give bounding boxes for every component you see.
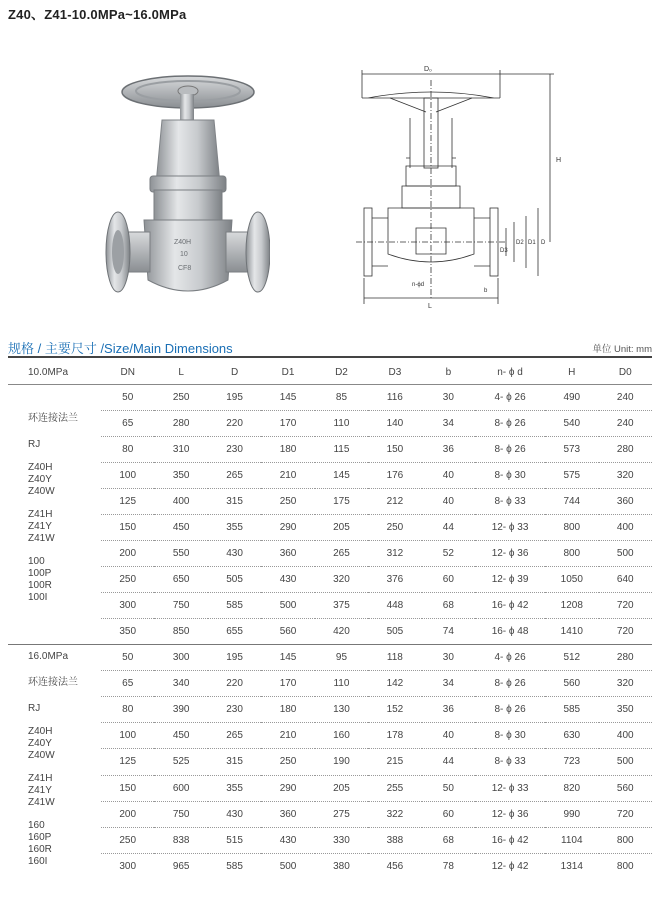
model-label-line: Z41H bbox=[28, 773, 53, 784]
table-cell: 8- ϕ 26 bbox=[475, 411, 545, 437]
table-cell: 430 bbox=[208, 801, 261, 827]
table-cell: 500 bbox=[599, 749, 653, 775]
table-cell: 400 bbox=[599, 515, 653, 541]
table-cell: 505 bbox=[386, 626, 404, 637]
table-row bbox=[8, 645, 652, 671]
model-label-block bbox=[28, 677, 101, 715]
table-row bbox=[8, 775, 652, 801]
model-label-line: Z41W bbox=[28, 533, 55, 544]
body-marking-pressure: 10 bbox=[180, 251, 188, 258]
table-cell: 320 bbox=[315, 567, 368, 593]
column-header: D bbox=[208, 360, 261, 385]
table-cell: 212 bbox=[368, 489, 421, 515]
table-cell: 125 bbox=[101, 749, 154, 775]
table-cell: 50 bbox=[422, 775, 475, 801]
table-cell: 50 bbox=[101, 645, 154, 671]
table-cell: 723 bbox=[545, 749, 598, 775]
table-cell: 16- ϕ 42 bbox=[475, 593, 545, 619]
model-label-line: Z40Y bbox=[28, 474, 52, 485]
label-d1: D1 bbox=[528, 240, 536, 246]
table-cell: 65 bbox=[101, 411, 154, 437]
table-cell: 430 bbox=[208, 541, 261, 567]
model-label-line: Z41W bbox=[28, 797, 55, 808]
table-cell: 170 bbox=[261, 411, 314, 437]
table-row bbox=[8, 853, 652, 879]
table-cell: 560 bbox=[279, 626, 297, 637]
table-cell: 16- ϕ 42 bbox=[475, 827, 545, 853]
table-cell: 210 bbox=[261, 463, 314, 489]
table-cell: 265 bbox=[208, 463, 261, 489]
table-cell: 1050 bbox=[545, 567, 598, 593]
table-cell: 215 bbox=[368, 749, 421, 775]
table-cell: 310 bbox=[154, 437, 207, 463]
table-row bbox=[8, 385, 652, 411]
label-d: D bbox=[541, 240, 546, 246]
table-cell: 195 bbox=[208, 645, 261, 671]
table-cell: 280 bbox=[154, 411, 207, 437]
table-cell: 800 bbox=[545, 515, 598, 541]
table-cell: 640 bbox=[599, 567, 653, 593]
table-cell: 600 bbox=[154, 775, 207, 801]
table-cell: 350 bbox=[119, 626, 137, 637]
table-cell: 176 bbox=[368, 463, 421, 489]
table-cell: 142 bbox=[368, 671, 421, 697]
table-cell: 1314 bbox=[560, 860, 583, 872]
table-cell: 355 bbox=[208, 775, 261, 801]
label-l: L bbox=[428, 303, 432, 310]
table-cell: 390 bbox=[154, 697, 207, 723]
model-label-block bbox=[28, 509, 101, 545]
table-cell: 78 bbox=[442, 860, 454, 872]
table-cell: 160 bbox=[315, 723, 368, 749]
table-cell: 585 bbox=[226, 860, 243, 872]
table-cell: 500 bbox=[599, 541, 653, 567]
table-cell: 720 bbox=[599, 593, 653, 619]
table-cell: 800 bbox=[545, 541, 598, 567]
model-label-block bbox=[28, 556, 101, 604]
table-cell: 300 bbox=[101, 593, 154, 619]
table-cell: 230 bbox=[208, 437, 261, 463]
label-b: b bbox=[484, 288, 488, 294]
table-cell: 448 bbox=[368, 593, 421, 619]
table-cell: 100 bbox=[101, 463, 154, 489]
table-cell: 290 bbox=[261, 515, 314, 541]
table-cell: 36 bbox=[422, 697, 475, 723]
table-cell: 430 bbox=[261, 567, 314, 593]
table-cell: 360 bbox=[261, 541, 314, 567]
unit-label: 单位 Unit: mm bbox=[592, 344, 652, 355]
table-cell: 152 bbox=[368, 697, 421, 723]
table-row bbox=[8, 567, 652, 593]
table-cell: 110 bbox=[315, 671, 368, 697]
model-label-line: Z40Y bbox=[28, 738, 52, 749]
table-cell: 16- ϕ 48 bbox=[491, 626, 529, 637]
table-row bbox=[8, 697, 652, 723]
model-label-block bbox=[28, 820, 101, 868]
table-cell: 4- ϕ 26 bbox=[475, 645, 545, 671]
table-cell: 200 bbox=[101, 541, 154, 567]
table-cell: 60 bbox=[422, 567, 475, 593]
table-cell: 110 bbox=[315, 411, 368, 437]
table-cell: 12- ϕ 33 bbox=[475, 775, 545, 801]
table-cell: 74 bbox=[442, 626, 454, 637]
table-cell: 560 bbox=[545, 671, 598, 697]
table-row bbox=[8, 463, 652, 489]
table-cell: 315 bbox=[208, 489, 261, 515]
table-cell: 150 bbox=[368, 437, 421, 463]
table-cell: 125 bbox=[101, 489, 154, 515]
table-cell: 180 bbox=[261, 697, 314, 723]
table-cell: 655 bbox=[226, 626, 243, 637]
table-cell: 300 bbox=[119, 860, 137, 872]
table-cell: 540 bbox=[545, 411, 598, 437]
table-cell: 34 bbox=[422, 671, 475, 697]
table-cell: 12- ϕ 39 bbox=[475, 567, 545, 593]
table-cell: 36 bbox=[422, 437, 475, 463]
table-top-rule bbox=[8, 356, 652, 358]
table-cell: 150 bbox=[101, 775, 154, 801]
section-header bbox=[8, 336, 652, 356]
model-label-line: RJ bbox=[28, 703, 41, 714]
model-label-line: Z40W bbox=[28, 750, 55, 761]
table-cell: 388 bbox=[368, 827, 421, 853]
table-cell: 560 bbox=[599, 775, 653, 801]
column-header: D2 bbox=[315, 360, 368, 385]
table-cell: 350 bbox=[154, 463, 207, 489]
table-cell: 265 bbox=[315, 541, 368, 567]
table-cell: 220 bbox=[208, 671, 261, 697]
table-cell: 280 bbox=[599, 645, 653, 671]
table-row bbox=[8, 411, 652, 437]
table-cell: 95 bbox=[315, 645, 368, 671]
table-cell: 50 bbox=[101, 385, 154, 411]
column-header: D0 bbox=[599, 360, 653, 385]
table-cell: 8- ϕ 26 bbox=[475, 437, 545, 463]
table-cell: 116 bbox=[368, 385, 421, 411]
table-row bbox=[8, 827, 652, 853]
model-label-cell bbox=[8, 645, 101, 880]
table-cell: 44 bbox=[422, 515, 475, 541]
table-cell: 145 bbox=[315, 463, 368, 489]
table-cell: 420 bbox=[333, 626, 350, 637]
table-cell: 210 bbox=[261, 723, 314, 749]
table-cell: 40 bbox=[422, 723, 475, 749]
table-row bbox=[8, 801, 652, 827]
table-cell: 630 bbox=[545, 723, 598, 749]
table-cell: 550 bbox=[154, 541, 207, 567]
model-label-block bbox=[28, 462, 101, 498]
table-cell: 80 bbox=[101, 697, 154, 723]
model-label-line: 160R bbox=[28, 844, 52, 855]
table-cell: 265 bbox=[208, 723, 261, 749]
label-h: H bbox=[556, 157, 562, 164]
model-label-line: Z41Y bbox=[28, 521, 52, 532]
table-cell: 525 bbox=[154, 749, 207, 775]
table-cell: 585 bbox=[545, 697, 598, 723]
table-cell: 80 bbox=[101, 437, 154, 463]
table-cell: 65 bbox=[101, 671, 154, 697]
table-row bbox=[8, 515, 652, 541]
table-cell: 320 bbox=[599, 463, 653, 489]
table-cell: 275 bbox=[315, 801, 368, 827]
table-cell: 800 bbox=[616, 860, 634, 872]
table-cell: 100 bbox=[101, 723, 154, 749]
table-cell: 250 bbox=[101, 567, 154, 593]
table-cell: 573 bbox=[545, 437, 598, 463]
model-label-line: 160P bbox=[28, 832, 52, 843]
model-label-line: Z41H bbox=[28, 509, 53, 520]
column-header: n- ϕ d bbox=[475, 360, 545, 385]
label-d3: D3 bbox=[500, 248, 508, 254]
body-marking-material: CF8 bbox=[178, 265, 192, 272]
table-cell: 456 bbox=[386, 860, 404, 872]
table-cell: 1208 bbox=[545, 593, 598, 619]
model-label-line: RJ bbox=[28, 439, 41, 450]
table-cell: 118 bbox=[368, 645, 421, 671]
table-cell: 60 bbox=[422, 801, 475, 827]
table-header-row bbox=[8, 360, 652, 385]
table-row bbox=[8, 593, 652, 619]
model-label-line: 160I bbox=[28, 856, 48, 867]
table-cell: 575 bbox=[545, 463, 598, 489]
table-cell: 130 bbox=[315, 697, 368, 723]
model-label-cell bbox=[8, 385, 101, 645]
table-cell: 4- ϕ 26 bbox=[475, 385, 545, 411]
table-cell: 12- ϕ 42 bbox=[491, 860, 529, 872]
model-label-line: Z40H bbox=[28, 726, 53, 737]
dimensions-table bbox=[8, 360, 652, 879]
table-cell: 40 bbox=[422, 463, 475, 489]
gate-valve-photo bbox=[100, 72, 270, 312]
model-label-block bbox=[28, 773, 101, 809]
table-cell: 450 bbox=[154, 515, 207, 541]
model-label-line: 100I bbox=[28, 592, 48, 603]
table-cell: 145 bbox=[261, 385, 314, 411]
table-cell: 965 bbox=[172, 860, 190, 872]
table-cell: 8- ϕ 33 bbox=[475, 489, 545, 515]
table-cell: 250 bbox=[154, 385, 207, 411]
table-cell: 190 bbox=[315, 749, 368, 775]
table-cell: 500 bbox=[261, 593, 314, 619]
label-d0: D₀ bbox=[424, 66, 432, 73]
table-cell: 1104 bbox=[545, 827, 598, 853]
table-cell: 255 bbox=[368, 775, 421, 801]
table-cell: 175 bbox=[315, 489, 368, 515]
table-cell: 355 bbox=[208, 515, 261, 541]
table-cell: 205 bbox=[315, 775, 368, 801]
page-title: Z40、Z41-10.0MPa~16.0MPa bbox=[8, 7, 187, 22]
table-cell: 820 bbox=[545, 775, 598, 801]
model-label-line: 100 bbox=[28, 556, 45, 567]
table-cell: 512 bbox=[545, 645, 598, 671]
table-cell: 350 bbox=[599, 697, 653, 723]
table-cell: 8- ϕ 26 bbox=[475, 697, 545, 723]
table-cell: 12- ϕ 36 bbox=[475, 801, 545, 827]
model-label-line: Z40W bbox=[28, 486, 55, 497]
label-nd: n-ϕd bbox=[412, 282, 425, 288]
table-cell: 430 bbox=[261, 827, 314, 853]
model-label-line: 160 bbox=[28, 820, 45, 831]
table-cell: 200 bbox=[101, 801, 154, 827]
table-cell: 180 bbox=[261, 437, 314, 463]
table-row bbox=[8, 489, 652, 515]
table-cell: 500 bbox=[279, 860, 297, 872]
column-header: L bbox=[154, 360, 207, 385]
column-header: D1 bbox=[261, 360, 314, 385]
table-cell: 8- ϕ 33 bbox=[475, 749, 545, 775]
table-cell: 8- ϕ 26 bbox=[475, 671, 545, 697]
table-cell: 750 bbox=[154, 593, 207, 619]
model-label-line: 100P bbox=[28, 568, 52, 579]
table-cell: 1410 bbox=[560, 626, 583, 637]
table-cell: 650 bbox=[154, 567, 207, 593]
pressure-label: 16.0MPa bbox=[28, 651, 69, 662]
table-cell: 750 bbox=[154, 801, 207, 827]
table-cell: 400 bbox=[599, 723, 653, 749]
table-cell: 322 bbox=[368, 801, 421, 827]
table-cell: 340 bbox=[154, 671, 207, 697]
table-cell: 250 bbox=[368, 515, 421, 541]
column-header: H bbox=[545, 360, 598, 385]
table-cell: 515 bbox=[208, 827, 261, 853]
table-cell: 490 bbox=[545, 385, 598, 411]
table-cell: 30 bbox=[422, 385, 475, 411]
table-row bbox=[8, 541, 652, 567]
table-cell: 330 bbox=[315, 827, 368, 853]
table-row bbox=[8, 749, 652, 775]
table-cell: 376 bbox=[368, 567, 421, 593]
table-cell: 178 bbox=[368, 723, 421, 749]
table-cell: 12- ϕ 36 bbox=[475, 541, 545, 567]
table-cell: 320 bbox=[599, 671, 653, 697]
column-header: b bbox=[422, 360, 475, 385]
table-cell: 250 bbox=[261, 489, 314, 515]
table-cell: 205 bbox=[315, 515, 368, 541]
table-cell: 300 bbox=[154, 645, 207, 671]
table-row bbox=[8, 671, 652, 697]
table-cell: 8- ϕ 30 bbox=[475, 463, 545, 489]
table-cell: 360 bbox=[599, 489, 653, 515]
table-cell: 375 bbox=[315, 593, 368, 619]
table-cell: 850 bbox=[172, 626, 190, 637]
table-cell: 585 bbox=[208, 593, 261, 619]
column-header: D3 bbox=[368, 360, 421, 385]
table-cell: 150 bbox=[101, 515, 154, 541]
table-cell: 44 bbox=[422, 749, 475, 775]
table-row bbox=[8, 723, 652, 749]
table-cell: 30 bbox=[422, 645, 475, 671]
model-label-line: 环连接法兰 bbox=[28, 413, 78, 424]
valve-section-drawing bbox=[350, 58, 580, 320]
table-cell: 12- ϕ 33 bbox=[475, 515, 545, 541]
table-cell: 52 bbox=[422, 541, 475, 567]
table-cell: 8- ϕ 30 bbox=[475, 723, 545, 749]
table-cell: 720 bbox=[599, 801, 653, 827]
section-heading: 规格 / 主要尺寸 /Size/Main Dimensions bbox=[8, 341, 233, 356]
table-cell: 400 bbox=[154, 489, 207, 515]
label-d2: D2 bbox=[516, 240, 524, 246]
table-cell: 230 bbox=[208, 697, 261, 723]
table-cell: 34 bbox=[422, 411, 475, 437]
table-cell: 315 bbox=[208, 749, 261, 775]
model-label-line: 100R bbox=[28, 580, 52, 591]
table-cell: 145 bbox=[261, 645, 314, 671]
table-cell: 85 bbox=[315, 385, 368, 411]
table-cell: 250 bbox=[261, 749, 314, 775]
table-cell: 280 bbox=[599, 437, 653, 463]
table-cell: 250 bbox=[101, 827, 154, 853]
table-cell: 380 bbox=[333, 860, 350, 872]
table-row bbox=[8, 437, 652, 463]
table-cell: 115 bbox=[315, 437, 368, 463]
table-cell: 312 bbox=[368, 541, 421, 567]
table-cell: 990 bbox=[545, 801, 598, 827]
model-label-block bbox=[28, 413, 101, 451]
model-label-line: 环连接法兰 bbox=[28, 677, 78, 688]
table-cell: 240 bbox=[599, 385, 653, 411]
table-row bbox=[8, 619, 652, 645]
table-cell: 140 bbox=[368, 411, 421, 437]
table-cell: 68 bbox=[422, 827, 475, 853]
column-header: 10.0MPa bbox=[8, 360, 101, 385]
table-cell: 195 bbox=[208, 385, 261, 411]
table-cell: 720 bbox=[616, 626, 634, 637]
table-cell: 360 bbox=[261, 801, 314, 827]
model-label-block bbox=[28, 726, 101, 762]
column-header: DN bbox=[101, 360, 154, 385]
table-cell: 68 bbox=[422, 593, 475, 619]
table-cell: 220 bbox=[208, 411, 261, 437]
table-cell: 838 bbox=[154, 827, 207, 853]
table-cell: 450 bbox=[154, 723, 207, 749]
model-label-line: Z40H bbox=[28, 462, 53, 473]
body-marking-model: Z40H bbox=[174, 239, 192, 246]
table-cell: 240 bbox=[599, 411, 653, 437]
table-cell: 505 bbox=[208, 567, 261, 593]
table-cell: 800 bbox=[599, 827, 653, 853]
table-cell: 170 bbox=[261, 671, 314, 697]
table-cell: 744 bbox=[545, 489, 598, 515]
table-cell: 290 bbox=[261, 775, 314, 801]
model-label-line: Z41Y bbox=[28, 785, 52, 796]
table-cell: 40 bbox=[422, 489, 475, 515]
